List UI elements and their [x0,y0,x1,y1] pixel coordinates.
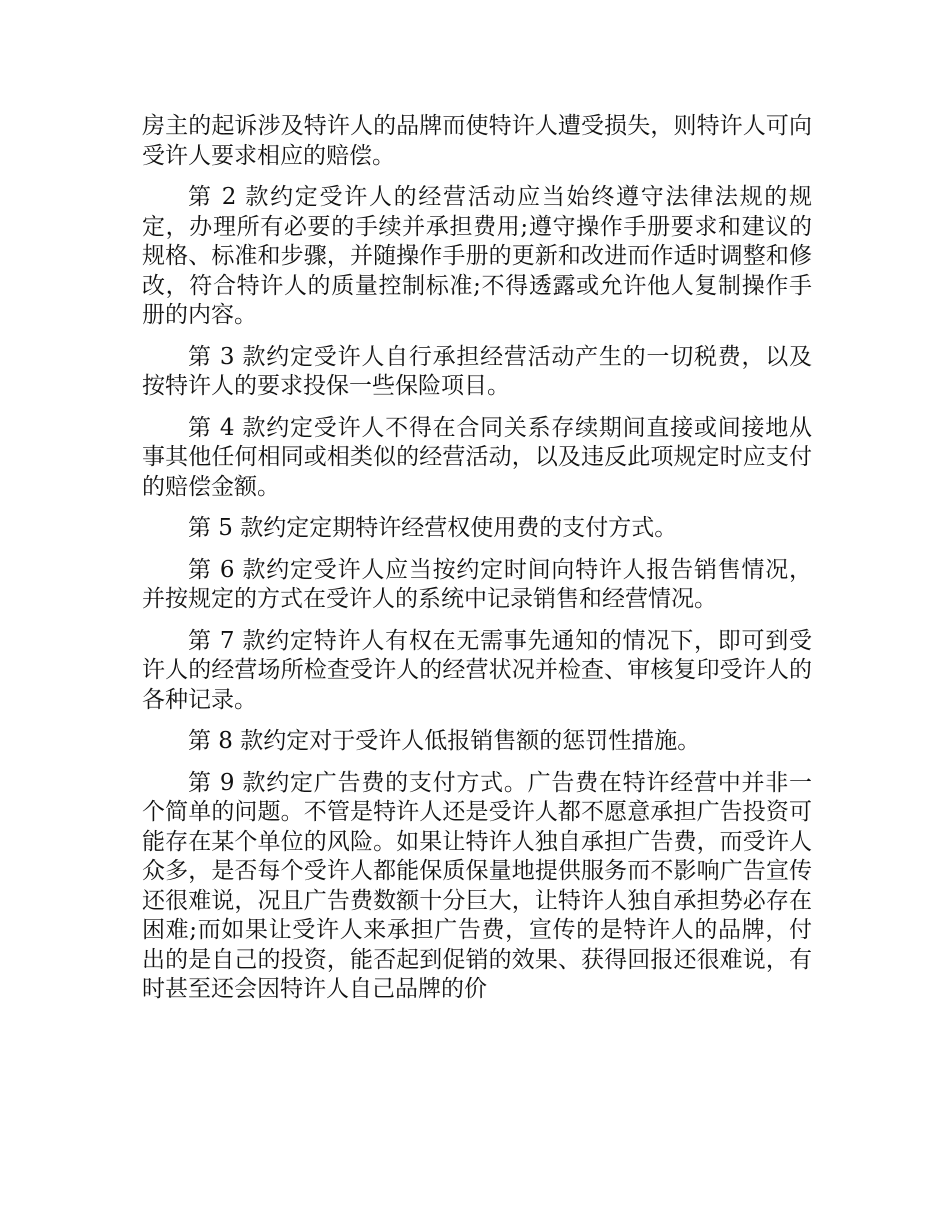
paragraph-clause-2: 第 2 款约定受许人的经营活动应当始终遵守法律法规的规定，办理所有必要的手续并承担费用;遵守操作手册要求和建议的规格、标准和步骤，并随操作手册的更新和改进而作适时调整和修改，符合特许人的质量控制标准;不得透露或允许他人复制操作手册的内容。 [142,184,812,328]
paragraph-clause-5: 第 5 款约定定期特许经营权使用费的支付方式。 [188,515,678,541]
document-page [142,112,812,1017]
paragraph-clause-7: 第 7 款约定特许人有权在无需事先通知的情况下，即可到受许人的经营场所检查受许人的经营状况并检查、审核复印受许人的各种记录。 [142,627,812,713]
paragraph-continuation: 房主的起诉涉及特许人的品牌而使特许人遭受损失，则特许人可向受许人要求相应的赔偿。 [142,113,812,169]
paragraph-clause-9: 第 9 款约定广告费的支付方式。广告费在特许经营中并非一个简单的问题。不管是特许人还是受许人都不愿意承担广告投资可能存在某个单位的风险。如果让特许人独自承担广告费，而受许人众多，是否每个受许人都能保质保量地提供服务而不影响广告宣传还很难说，况且广告费数额十分巨大，让特许人独自承担势必存在困难;而如果让受许人来承担广告费，宣传的是特许人的品牌，付出的是自己的投资，能否起到促销的效果、获得回报还很难说，有时甚至还会因特许人自己品牌的价 [142,769,812,1002]
paragraph-clause-8: 第 8 款约定对于受许人低报销售额的惩罚性措施。 [188,728,701,754]
paragraph-clause-6: 第 6 款约定受许人应当按约定时间向特许人报告销售情况，并按规定的方式在受许人的系统中记录销售和经营情况。 [142,556,812,612]
paragraph-clause-3: 第 3 款约定受许人自行承担经营活动产生的一切税费，以及按特许人的要求投保一些保险项目。 [142,343,812,399]
paragraph-clause-4: 第 4 款约定受许人不得在合同关系存续期间直接或间接地从事其他任何相同或相类似的经营活动，以及违反此项规定时应支付的赔偿金额。 [142,414,812,500]
